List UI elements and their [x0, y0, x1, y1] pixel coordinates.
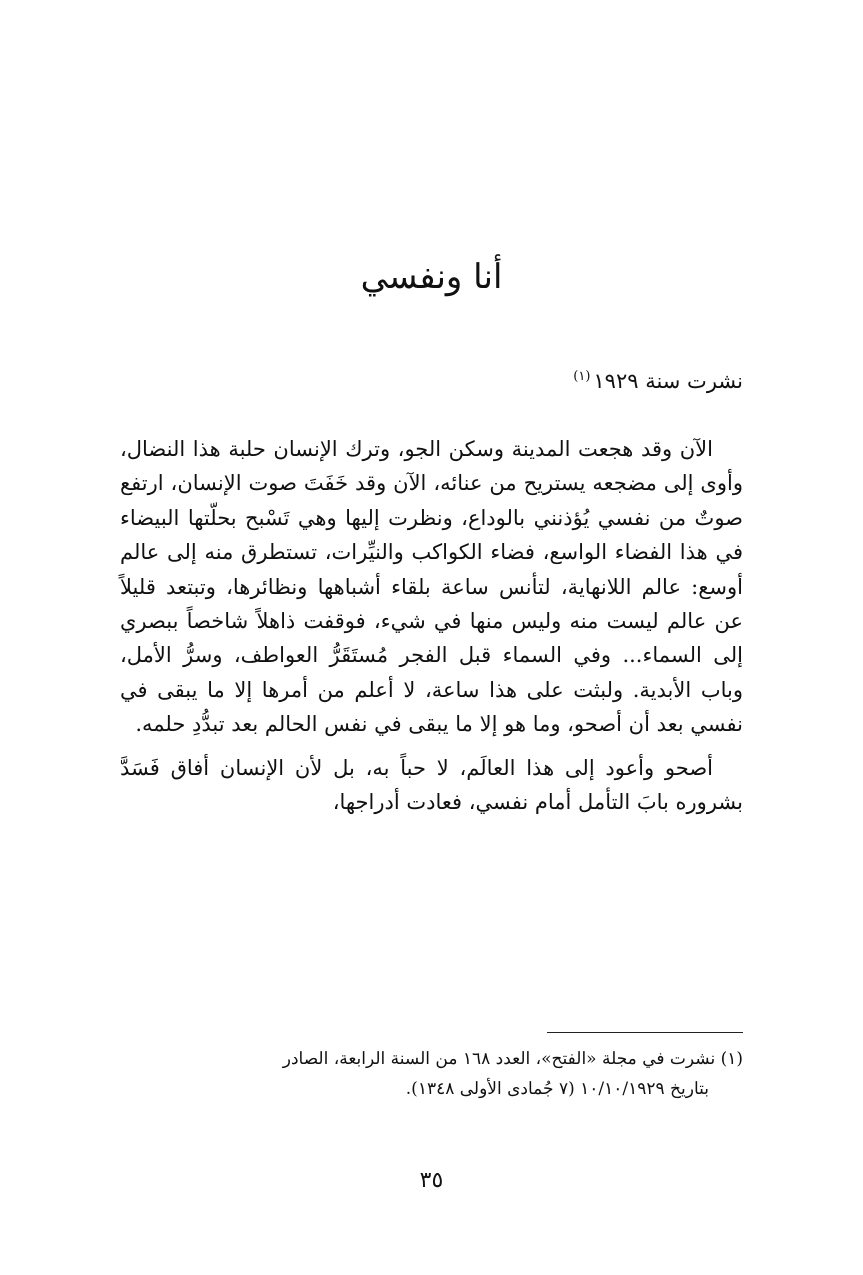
- paragraph-2: أصحو وأعود إلى هذا العالَم، لا حباً به، بل لأن الإنسان أفاق فَسَدَّ بشروره بابَ التأمل أمام نفسي، فعادت أدراجها،: [120, 755, 743, 815]
- chapter-title: أنا ونفسي: [360, 257, 503, 297]
- paragraph-1: الآن وقد هجعت المدينة وسكن الجو، وترك الإنسان حلبة هذا النضال، وأوى إلى مضجعه يستريح من عنائه، الآن وقد خَفَتَ صوت الإنسان، ارتفع صوتٌ من نفسي يُؤذنني بالوداع، ونظرت إليها وهي تَسْبح بحلّتها البيضاء في هذا الفضاء الواسع، فضاء الكواكب والنيِّرات، تستطرق منه إلى عالم أوسع: عالم اللانهاية، لتأنس ساعة بلقاء أشباهها ونظائرها، وتبتعد قليلاً عن عالم ليست منه وليس منها في شيء، فوقفت ذاهلاً شاخصاً ببصري إلى السماء... وفي السماء قبل الفجر مُستَقَرُّ العواطف، وسرُّ الأمل، وباب الأبدية. ولبثت على هذا ساعة، لا أعلم من أمرها إلا ما يبقى في نفسي بعد أن أصحو، وما هو إلا ما يبقى في نفس الحالم بعد تبدُّدِ حلمه.: [120, 437, 743, 737]
- footnote-reference[interactable]: (١): [573, 369, 591, 384]
- footnote-line-1: (١) نشرت في مجلة «الفتح»، العدد ١٦٨ من السنة الرابعة، الصادر: [282, 1049, 743, 1069]
- footnote-divider: [547, 1032, 743, 1033]
- body-text: [120, 432, 743, 828]
- publication-note-text: نشرت سنة ١٩٢٩: [593, 369, 743, 393]
- page-number: ٣٥: [419, 1168, 444, 1193]
- footnote: [120, 1044, 743, 1104]
- footnote-line-2: بتاريخ ١٠/١٠/١٩٢٩ (٧ جُمادى الأولى ١٣٤٨).: [405, 1079, 709, 1099]
- publication-note: [120, 360, 743, 398]
